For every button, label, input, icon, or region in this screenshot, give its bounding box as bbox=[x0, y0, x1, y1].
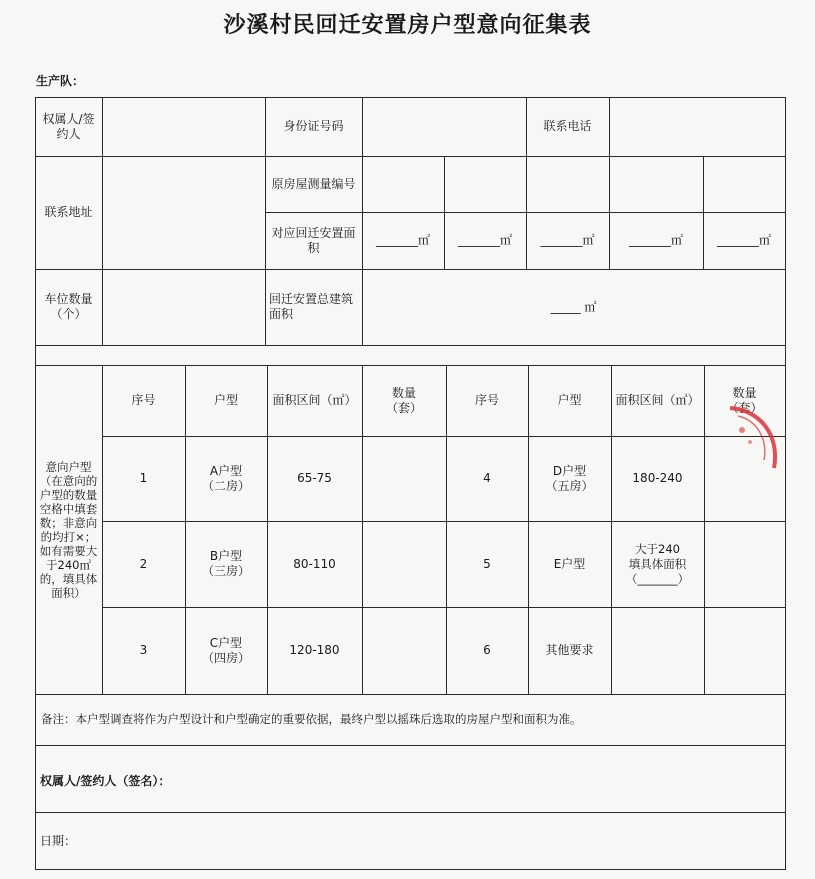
header-seq-left: 序号 bbox=[131, 393, 156, 407]
row6-seq: 6 bbox=[483, 643, 491, 657]
note-text: 备注：本户型调查将作为户型设计和户型确定的重要依据，最终户型以摇珠后选取的房屋户型和面积为准。 bbox=[41, 712, 582, 726]
total-area-input[interactable]: _____ ㎡ bbox=[550, 299, 597, 314]
form-title: 沙溪村民回迁安置房户型意向征集表 bbox=[223, 12, 592, 38]
resettlement-area-input-3[interactable]: _______㎡ bbox=[540, 233, 595, 247]
date-label: 日期： bbox=[40, 834, 77, 848]
signature-input[interactable] bbox=[200, 760, 780, 804]
resettlement-area-input-4[interactable]: _______㎡ bbox=[628, 233, 683, 247]
row3-seq: 3 bbox=[139, 643, 148, 657]
resettlement-area-input-1[interactable]: _______㎡ bbox=[375, 233, 430, 247]
row5-range[interactable]: 大于240 填具体面积 （_______） bbox=[625, 541, 690, 586]
row2-qty-input[interactable] bbox=[362, 521, 446, 607]
resettlement-area-input-5[interactable]: _______㎡ bbox=[716, 233, 771, 247]
original-house-number-input-1[interactable] bbox=[362, 156, 444, 212]
parking-count-label: 车位数量 （个） bbox=[44, 292, 93, 321]
header-range-left: 面积区间（㎡） bbox=[272, 393, 357, 407]
date-input[interactable] bbox=[90, 820, 780, 864]
original-house-number-input-4[interactable] bbox=[609, 156, 703, 212]
header-range-right: 面积区间（㎡） bbox=[615, 393, 700, 407]
id-number-input[interactable] bbox=[362, 97, 526, 156]
row3-type: C户型 （四房） bbox=[201, 635, 250, 665]
row1-qty-input[interactable] bbox=[362, 436, 446, 521]
address-input[interactable] bbox=[102, 156, 265, 269]
row6-other-requirements-input[interactable] bbox=[611, 607, 785, 694]
row5-qty-input[interactable] bbox=[704, 521, 785, 607]
header-seq-right: 序号 bbox=[474, 393, 499, 407]
production-team-label: 生产队： bbox=[36, 74, 85, 88]
header-qty-left: 数量 （套） bbox=[385, 385, 422, 415]
row3-qty-input[interactable] bbox=[362, 607, 446, 694]
row2-type: B户型 （三房） bbox=[201, 549, 250, 578]
row4-type: D户型 （五房） bbox=[545, 463, 594, 493]
resettlement-area-label: 对应回迁安置面 积 bbox=[271, 225, 356, 255]
phone-input[interactable] bbox=[609, 97, 785, 156]
row1-range: 65-75 bbox=[297, 471, 332, 485]
row5-seq: 5 bbox=[483, 556, 491, 571]
signature-label: 权属人/签约人（签名）： bbox=[40, 774, 171, 788]
row4-range: 180-240 bbox=[632, 471, 683, 485]
row2-seq: 2 bbox=[139, 556, 148, 571]
row6-type: 其他要求 bbox=[545, 643, 594, 657]
header-qty-right: 数量 （套） bbox=[726, 385, 763, 415]
owner-label: 权属人/签 约人 bbox=[42, 111, 95, 141]
row3-range: 120-180 bbox=[289, 643, 340, 657]
header-type-left: 户型 bbox=[213, 393, 238, 407]
row2-range: 80-110 bbox=[293, 556, 336, 571]
resettlement-area-input-2[interactable]: _______㎡ bbox=[457, 233, 512, 247]
address-label: 联系地址 bbox=[44, 205, 93, 219]
phone-label: 联系电话 bbox=[543, 119, 592, 133]
id-number-label: 身份证号码 bbox=[283, 119, 344, 133]
row5-type: E户型 bbox=[553, 556, 586, 571]
intent-label: 意向户型 （在意向的 户型的数量 空格中填套 数；非意向 的均打×； 如有需要大 于240㎡ 的，填具体 面积） bbox=[39, 459, 98, 600]
row1-seq: 1 bbox=[139, 471, 148, 485]
original-house-number-label: 原房屋测量编号 bbox=[271, 176, 356, 191]
original-house-number-input-2[interactable] bbox=[444, 156, 526, 212]
row4-seq: 4 bbox=[483, 471, 491, 485]
row1-type: A户型 （二房） bbox=[201, 463, 250, 493]
parking-count-input[interactable] bbox=[102, 269, 265, 345]
header-type-right: 户型 bbox=[557, 393, 582, 407]
owner-input[interactable] bbox=[102, 97, 265, 156]
total-area-label: 回迁安置总建筑 面积 bbox=[269, 292, 354, 321]
row4-qty-input[interactable] bbox=[704, 436, 785, 521]
original-house-number-input-3[interactable] bbox=[526, 156, 609, 212]
original-house-number-input-5[interactable] bbox=[703, 156, 785, 212]
